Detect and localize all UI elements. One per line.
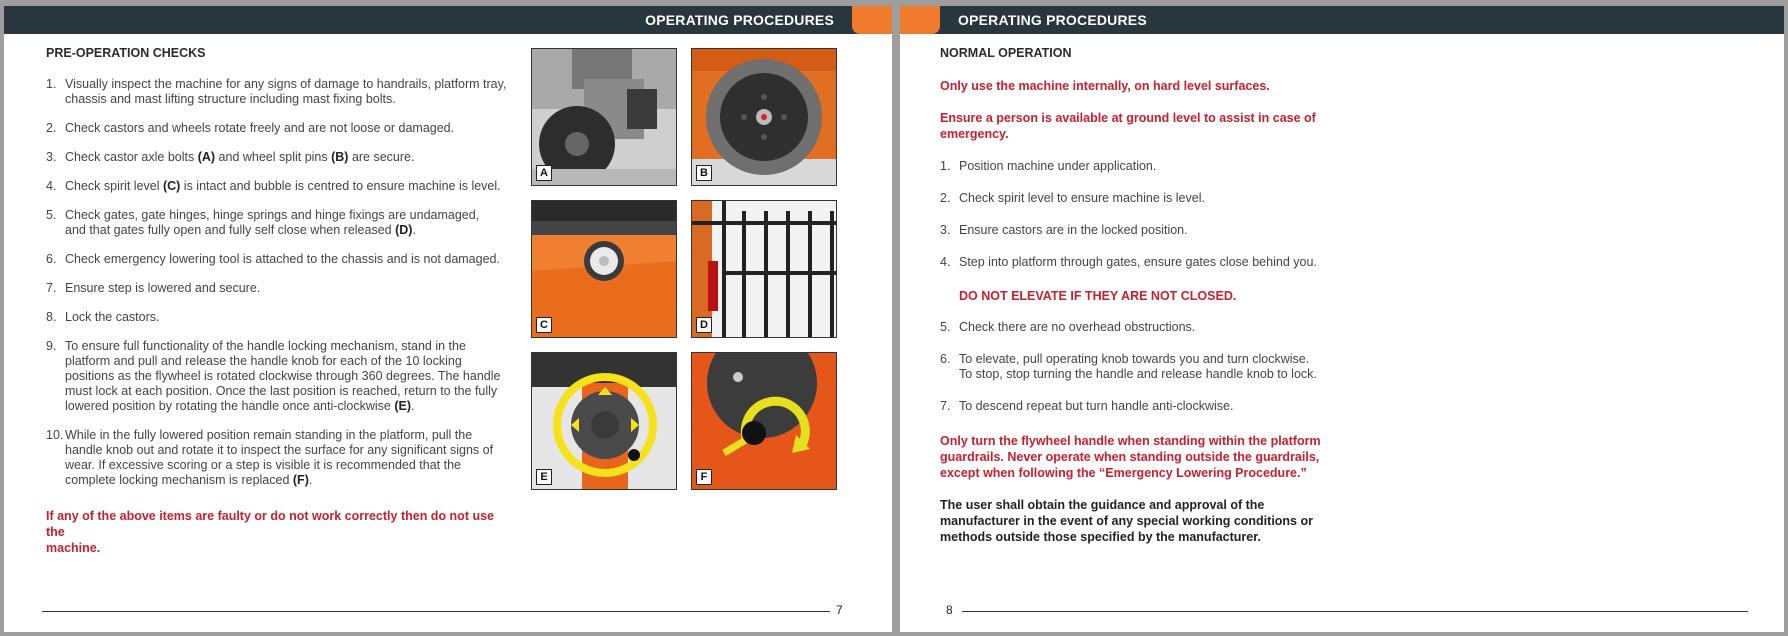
- step-text: To descend repeat but turn handle anti-clockwise.: [959, 399, 1234, 413]
- page-right: [900, 6, 1784, 632]
- list-item: [940, 255, 1340, 270]
- normal-operation-steps-1: [940, 159, 1340, 270]
- step-number: 4.: [46, 179, 57, 193]
- photo-f-handle-knob: [691, 352, 837, 490]
- step-number: 5.: [940, 320, 951, 334]
- photo-label: F: [696, 469, 712, 485]
- footer-rule: [962, 611, 1748, 612]
- list-item: [940, 399, 1340, 414]
- ground-assist-warning: Ensure a person is available at ground level to assist in case of emergency.: [940, 111, 1316, 141]
- step-number: 1.: [46, 77, 57, 91]
- step-number: 6.: [46, 252, 57, 266]
- step-number: 8.: [46, 310, 57, 324]
- header-accent-tab: [852, 6, 892, 34]
- step-text: Visually inspect the machine for any signs of damage to handrails, platform tray, chassis and mast lifting structure including mast fixing bolts.: [65, 77, 507, 106]
- step-text: Ensure step is lowered and secure.: [65, 281, 261, 295]
- step-text: Check gates, gate hinges, hinge springs and hinge fixings are undamaged, and that gates fully open and fully self close when released (D).: [65, 208, 480, 237]
- photo-label: A: [536, 165, 552, 181]
- page-header: [900, 6, 1784, 34]
- photo-e-flywheel: [531, 352, 677, 490]
- photo-b-wheel: [691, 48, 837, 186]
- header-title: OPERATING PROCEDURES: [645, 12, 834, 28]
- photo-label: B: [696, 165, 712, 181]
- step-number: 4.: [940, 255, 951, 269]
- list-item: [940, 223, 1340, 238]
- list-item: [46, 150, 516, 165]
- header-title: OPERATING PROCEDURES: [958, 12, 1147, 28]
- step-number: 7.: [940, 399, 951, 413]
- step-text: Check emergency lowering tool is attached to the chassis and is not damaged.: [65, 252, 500, 266]
- list-item: [940, 191, 1340, 206]
- list-item: [46, 428, 516, 488]
- photo-label: D: [696, 317, 712, 333]
- photo-label: E: [536, 469, 552, 485]
- list-item: [940, 159, 1340, 174]
- step-text: Check there are no overhead obstructions.: [959, 320, 1196, 334]
- step-text: Check spirit level (C) is intact and bubble is centred to ensure machine is level.: [65, 179, 501, 193]
- step-text: Check spirit level to ensure machine is level.: [959, 191, 1205, 205]
- page-left: [4, 6, 892, 632]
- header-accent-tab: [900, 6, 940, 34]
- step-text: While in the fully lowered position remain standing in the platform, pull the handle knob out and rotate it to inspect the surface for any significant signs of wear. If excessive scoring or a step is visible it is recommended that the complete locking mechanism is replaced (F).: [65, 428, 494, 487]
- photo-d-gate: [691, 200, 837, 338]
- step-number: 10.: [46, 428, 64, 442]
- section-title: PRE-OPERATION CHECKS: [46, 46, 206, 60]
- photo-c-spirit-level: [531, 200, 677, 338]
- list-item: [46, 121, 516, 136]
- step-text: Lock the castors.: [65, 310, 160, 324]
- step-text: To elevate, pull operating knob towards you and turn clockwise. To stop, stop turning the handle and release handle knob to lock.: [959, 352, 1317, 381]
- photo-label: C: [536, 317, 552, 333]
- section-title: NORMAL OPERATION: [940, 46, 1072, 60]
- normal-operation-steps-2: [940, 320, 1340, 414]
- list-item: [940, 320, 1340, 335]
- footer-rule: [42, 611, 830, 612]
- step-number: 3.: [940, 223, 951, 237]
- step-number: 2.: [940, 191, 951, 205]
- step-text: Position machine under application.: [959, 159, 1157, 173]
- list-item: [46, 281, 516, 296]
- list-item: [46, 339, 516, 414]
- step-text: Step into platform through gates, ensure gates close behind you.: [959, 255, 1317, 269]
- page-header: [4, 6, 892, 34]
- step-number: 9.: [46, 339, 57, 353]
- step-number: 3.: [46, 150, 57, 164]
- step-number: 6.: [940, 352, 951, 366]
- photo-a-castor: [531, 48, 677, 186]
- list-item: [46, 310, 516, 325]
- list-item: [940, 352, 1340, 382]
- step-text: Check castor axle bolts (A) and wheel split pins (B) are secure.: [65, 150, 415, 164]
- step-number: 2.: [46, 121, 57, 135]
- page-number: 7: [836, 603, 843, 617]
- manufacturer-guidance-note: The user shall obtain the guidance and approval of the manufacturer in the event of any special working conditions or methods outside those specified by the manufacturer.: [940, 498, 1313, 544]
- list-item: [46, 77, 516, 107]
- pre-operation-steps: [46, 77, 516, 488]
- step-number: 1.: [940, 159, 951, 173]
- page-number: 8: [946, 603, 953, 617]
- step-number: 5.: [46, 208, 57, 222]
- list-item: [46, 252, 516, 267]
- flywheel-warning: Only turn the flywheel handle when standing within the platform guardrails. Never operate when standing outside the guardrails, except when following the “Emergency Lowering Procedure.”: [940, 434, 1321, 480]
- step-text: Ensure castors are in the locked position.: [959, 223, 1188, 237]
- step-text: To ensure full functionality of the handle locking mechanism, stand in the platform and pull and release the handle knob for each of the 10 locking positions as the flywheel is rotated clockwise through 360 degrees. The handle must lock at each position. Once the last position is reached, return to the fully lowered position by rotating the handle once anti-clockwise (E).: [65, 339, 501, 413]
- list-item: [46, 179, 516, 194]
- step-number: 7.: [46, 281, 57, 295]
- fault-warning: If any of the above items are faulty or do not work correctly then do not use the machine.: [46, 509, 494, 555]
- step-text: Check castors and wheels rotate freely and are not loose or damaged.: [65, 121, 455, 135]
- list-item: [46, 208, 516, 238]
- do-not-elevate-warning: DO NOT ELEVATE IF THEY ARE NOT CLOSED.: [959, 289, 1237, 303]
- internal-use-warning: Only use the machine internally, on hard level surfaces.: [940, 79, 1270, 93]
